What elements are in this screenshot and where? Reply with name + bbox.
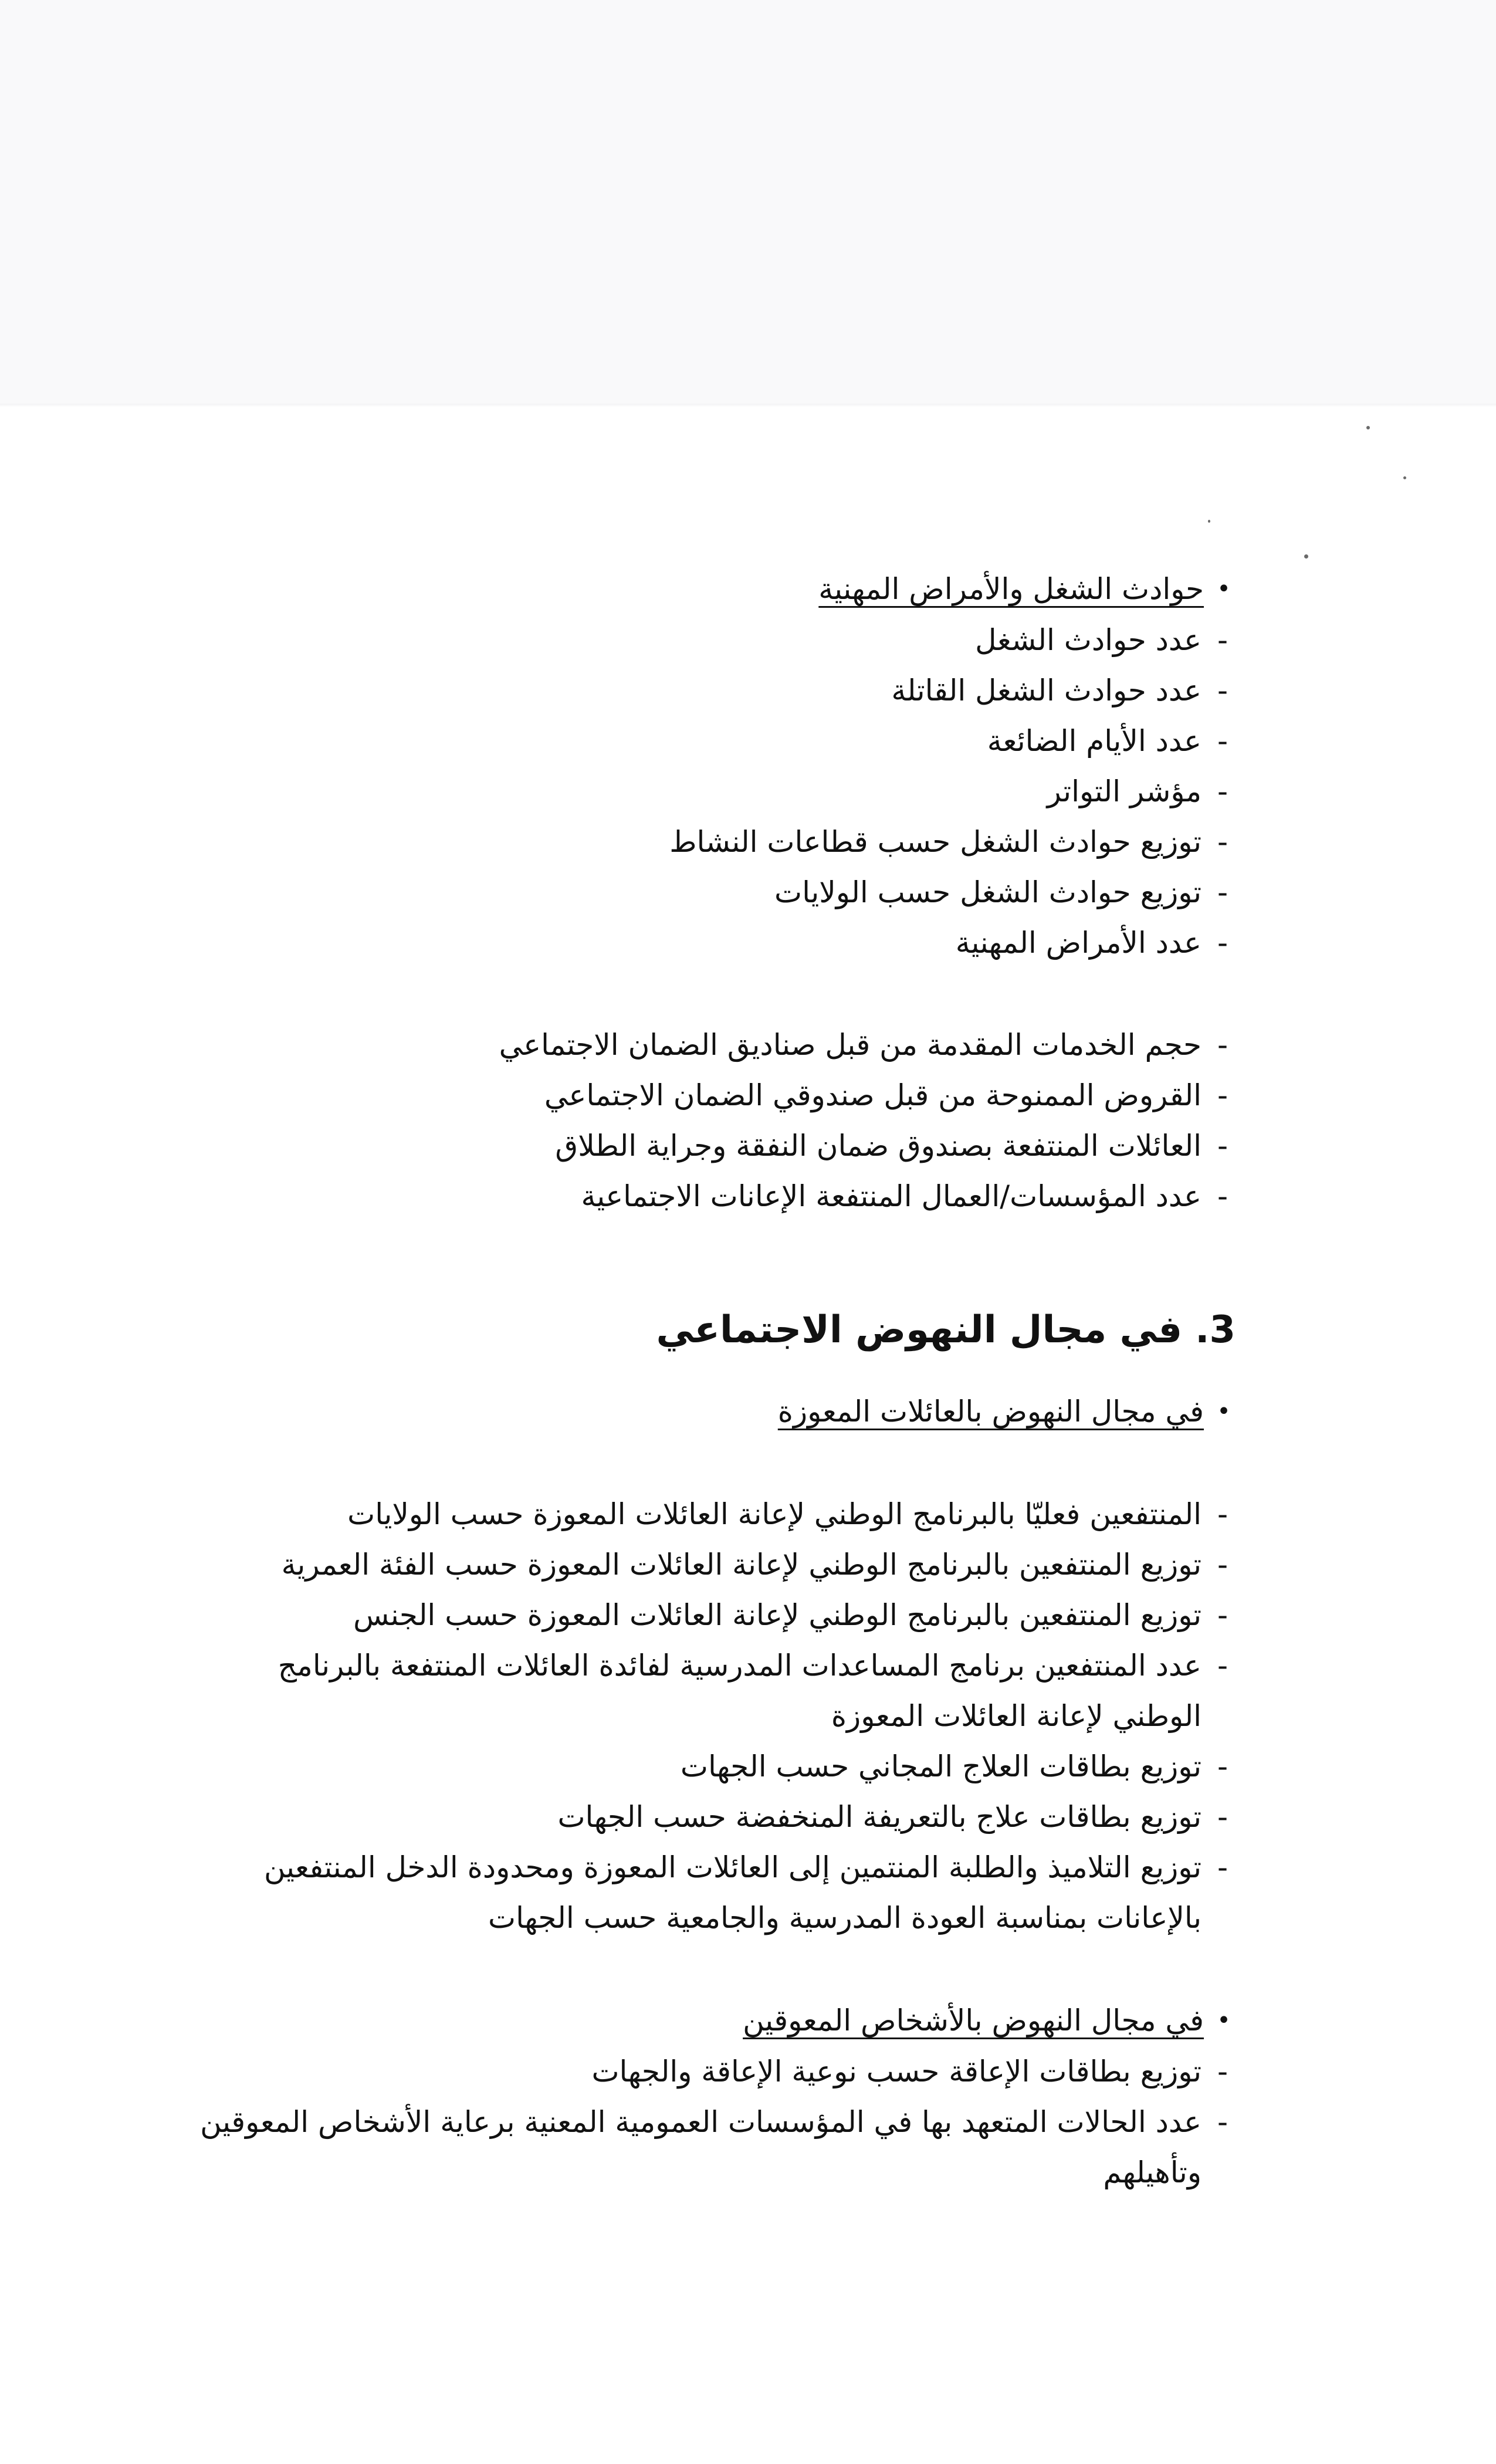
dash-icon: -	[1217, 1028, 1228, 1062]
disabled-persons-heading-text: في مجال النهوض بالأشخاص المعوقين	[743, 2003, 1204, 2037]
list-item	[199, 1020, 1244, 1070]
list-item-text: توزيع حوادث الشغل حسب الولايات	[774, 875, 1201, 909]
needy-families-heading	[199, 1386, 1244, 1437]
dash-icon: -	[1217, 1078, 1228, 1112]
list-item-text: عدد المؤسسات/العمال المنتفعة الإعانات الاجتماعية	[581, 1179, 1201, 1213]
scan-blank-top	[0, 0, 1496, 405]
list-item-text: عدد الأمراض المهنية	[955, 926, 1201, 960]
dash-icon: -	[1217, 1800, 1228, 1834]
list-item-text: عدد حوادث الشغل	[975, 623, 1201, 657]
list-item	[199, 716, 1244, 766]
list-item-text: عدد المنتفعين برنامج المساعدات المدرسية لفائدة العائلات المنتفعة بالبرنامج الوطني لإعانة العائلات المعوزة	[277, 1649, 1201, 1733]
dash-icon: -	[1217, 1749, 1228, 1783]
list-item	[199, 918, 1244, 968]
needy-families-list	[199, 1489, 1244, 1943]
list-item	[199, 1171, 1244, 1221]
dash-icon: -	[1217, 724, 1228, 758]
occupational-heading-text: حوادث الشغل والأمراض المهنية	[818, 572, 1204, 606]
list-item-text: عدد حوادث الشغل القاتلة	[891, 673, 1201, 708]
spacer	[199, 968, 1244, 1020]
list-item-text: توزيع التلاميذ والطلبة المنتمين إلى العائلات المعوزة ومحدودة الدخل المنتفعين بالإعانات بمناسبة العودة المدرسية والجامعية حسب الجهات	[263, 1850, 1201, 1935]
list-item-text: القروض الممنوحة من قبل صندوقي الضمان الاجتماعي	[544, 1078, 1201, 1112]
dash-icon: -	[1217, 2055, 1228, 2089]
disabled-persons-heading	[199, 1995, 1244, 2046]
dash-icon: -	[1217, 825, 1228, 859]
list-item	[199, 1590, 1244, 1640]
list-item	[199, 1842, 1244, 1943]
bullet-icon: •	[1217, 576, 1231, 603]
list-item	[199, 817, 1244, 867]
list-item	[199, 1070, 1244, 1121]
list-item	[199, 1489, 1244, 1539]
list-item	[199, 1539, 1244, 1590]
spacer	[199, 1221, 1244, 1298]
scan-speck	[1403, 476, 1406, 479]
scan-speck	[1366, 426, 1370, 429]
list-item	[199, 1640, 1244, 1741]
list-item	[199, 1121, 1244, 1171]
list-item-text: توزيع المنتفعين بالبرنامج الوطني لإعانة العائلات المعوزة حسب الفئة العمرية	[281, 1548, 1201, 1582]
list-item-text: حجم الخدمات المقدمة من قبل صناديق الضمان الاجتماعي	[499, 1028, 1201, 1062]
dash-icon: -	[1217, 2105, 1228, 2139]
dash-icon: -	[1217, 1497, 1228, 1531]
dash-icon: -	[1217, 926, 1228, 960]
list-item-text: توزيع بطاقات الإعاقة حسب نوعية الإعاقة والجهات	[591, 2055, 1201, 2089]
list-item-text: المنتفعين فعليّا بالبرنامج الوطني لإعانة العائلات المعوزة حسب الولايات	[347, 1497, 1201, 1531]
list-item	[199, 766, 1244, 817]
list-item	[199, 615, 1244, 665]
dash-icon: -	[1217, 673, 1228, 708]
dash-icon: -	[1217, 1649, 1228, 1683]
dash-icon: -	[1217, 875, 1228, 909]
list-item-text: توزيع بطاقات العلاج المجاني حسب الجهات	[680, 1749, 1201, 1783]
dash-icon: -	[1217, 1850, 1228, 1884]
bullet-icon: •	[1217, 2007, 1231, 2034]
list-item-text: توزيع حوادث الشغل حسب قطاعات النشاط	[669, 825, 1201, 859]
scan-speck	[1304, 554, 1308, 559]
disabled-persons-list	[199, 2046, 1244, 2198]
occupational-heading	[199, 563, 1244, 615]
social-security-list	[199, 1020, 1244, 1221]
list-item	[199, 1792, 1244, 1842]
list-item-text: توزيع بطاقات علاج بالتعريفة المنخفضة حسب الجهات	[557, 1800, 1201, 1834]
list-item	[199, 867, 1244, 918]
list-item-text: عدد الأيام الضائعة	[987, 724, 1201, 758]
dash-icon: -	[1217, 623, 1228, 657]
document-page	[199, 563, 1244, 2198]
spacer	[199, 1437, 1244, 1489]
dash-icon: -	[1217, 1179, 1228, 1213]
spacer	[199, 1362, 1244, 1386]
list-item-text: مؤشر التواتر	[1047, 774, 1201, 808]
dash-icon: -	[1217, 1129, 1228, 1163]
needy-families-heading-text: في مجال النهوض بالعائلات المعوزة	[777, 1395, 1204, 1429]
dash-icon: -	[1217, 774, 1228, 808]
list-item-text: العائلات المنتفعة بصندوق ضمان النفقة وجراية الطلاق	[555, 1129, 1201, 1163]
section-number: 3.	[1195, 1308, 1236, 1352]
list-item	[199, 665, 1244, 716]
dash-icon: -	[1217, 1548, 1228, 1582]
section-title-text: في مجال النهوض الاجتماعي	[656, 1308, 1183, 1352]
list-item-text: عدد الحالات المتعهد بها في المؤسسات العمومية المعنية برعاية الأشخاص المعوقين وتأهيلهم	[200, 2105, 1201, 2189]
scan-speck	[1208, 520, 1210, 523]
scan-page-edge	[0, 404, 1496, 407]
list-item	[199, 2097, 1244, 2198]
list-item-text: توزيع المنتفعين بالبرنامج الوطني لإعانة العائلات المعوزة حسب الجنس	[353, 1598, 1201, 1632]
spacer	[199, 1943, 1244, 1995]
dash-icon: -	[1217, 1598, 1228, 1632]
list-item	[199, 2046, 1244, 2097]
occupational-list	[199, 615, 1244, 968]
list-item	[199, 1741, 1244, 1792]
bullet-icon: •	[1217, 1398, 1231, 1425]
section-title	[199, 1298, 1236, 1362]
